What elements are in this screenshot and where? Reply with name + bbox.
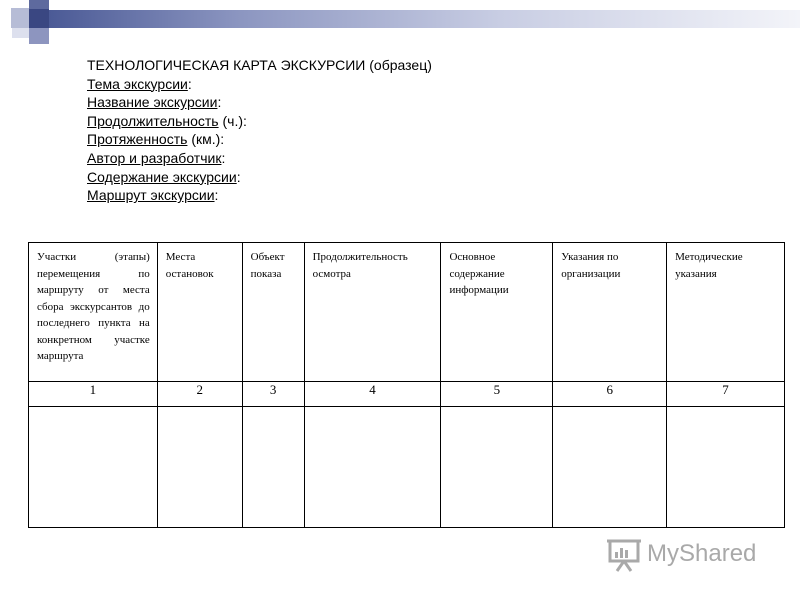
column-number: 4	[304, 382, 441, 407]
decor-square	[11, 8, 30, 28]
empty-cell	[29, 407, 158, 528]
column-header-route-sections: Участки (этапы) перемещения по маршруту от места сбора экскурсантов до последнего пункта на конкретном участке маршрута	[29, 243, 158, 382]
field-content	[87, 168, 727, 187]
empty-cell	[553, 407, 667, 528]
field-label: Содержание экскурсии	[87, 168, 237, 185]
field-label: Название экскурсии	[87, 94, 218, 111]
field-label: Маршрут экскурсии	[87, 187, 215, 204]
column-header-organization: Указания по организации	[553, 243, 667, 382]
field-label: Протяженность	[87, 131, 188, 148]
watermark-text: MyShared	[647, 540, 757, 567]
table-header-row	[29, 243, 785, 382]
column-number: 3	[242, 382, 304, 407]
field-suffix: :	[187, 75, 192, 92]
document-header	[87, 56, 727, 205]
column-number: 5	[441, 382, 553, 407]
column-header-duration: Продолжительность осмотра	[304, 243, 441, 382]
field-author	[87, 149, 727, 168]
column-number: 7	[667, 382, 785, 407]
decor-square	[29, 9, 49, 28]
empty-cell	[242, 407, 304, 528]
field-name	[87, 93, 727, 112]
field-label: Автор и разработчик	[87, 149, 222, 166]
column-header-object: Объект показа	[242, 243, 304, 382]
excursion-map-table	[28, 242, 785, 528]
field-suffix: :	[221, 149, 226, 166]
table-empty-row	[29, 407, 785, 528]
empty-cell	[667, 407, 785, 528]
empty-cell	[441, 407, 553, 528]
watermark	[607, 536, 767, 576]
document-title: ТЕХНОЛОГИЧЕСКАЯ КАРТА ЭКСКУРСИИ (образец)	[87, 57, 432, 73]
field-label: Продолжительность	[87, 112, 219, 129]
column-number: 2	[157, 382, 242, 407]
decor-square	[29, 28, 49, 44]
column-header-methodical: Методические указания	[667, 243, 785, 382]
presentation-board-icon	[607, 538, 641, 572]
field-suffix: :	[236, 168, 241, 185]
field-topic	[87, 75, 727, 94]
column-header-content: Основное содержание информации	[441, 243, 553, 382]
decor-square	[29, 0, 49, 9]
empty-cell	[304, 407, 441, 528]
field-route	[87, 186, 727, 205]
field-duration	[87, 112, 727, 131]
column-number: 1	[29, 382, 158, 407]
field-length	[87, 130, 727, 149]
field-suffix: :	[214, 187, 219, 204]
decor-square	[12, 28, 29, 38]
empty-cell	[157, 407, 242, 528]
decor-gradient-bar	[49, 10, 800, 28]
field-suffix: (км.):	[187, 131, 225, 148]
field-suffix: :	[217, 94, 222, 111]
table-number-row	[29, 382, 785, 407]
field-label: Тема экскурсии	[87, 75, 188, 92]
column-number: 6	[553, 382, 667, 407]
column-header-stops: Места остановок	[157, 243, 242, 382]
field-suffix: (ч.):	[218, 112, 247, 129]
